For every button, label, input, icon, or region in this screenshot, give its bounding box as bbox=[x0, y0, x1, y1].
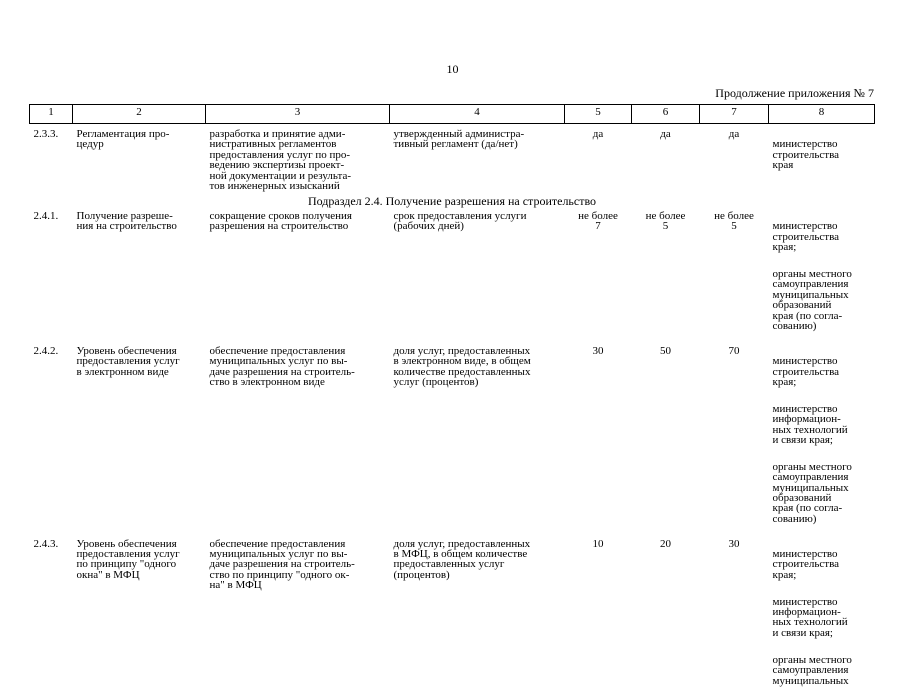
row-number: 2.4.1. bbox=[33, 209, 59, 222]
row-name: Уровень обеспечения предоставления услуг в электронном виде bbox=[76, 344, 180, 378]
table-row bbox=[30, 346, 875, 539]
row-measure: разработка и принятие адми- нистративных регламентов предоставления услуг по про- ведению экспертизы проект- ной документации и результа- тов инженерных изысканий bbox=[209, 128, 351, 193]
page-number: 10 bbox=[446, 62, 459, 76]
column-header: 6 bbox=[632, 105, 700, 124]
column-header: 8 bbox=[769, 105, 875, 124]
responsible-entry: министерство строительства края; bbox=[772, 220, 840, 254]
row-measure: сокращение сроков получения разрешения на строительство bbox=[209, 209, 352, 233]
table-row bbox=[30, 124, 875, 192]
responsible-entry: органы местного самоуправления муниципальных образований края (по согла- сованию) bbox=[772, 267, 852, 332]
row-name: Получение разреше- ния на строительство bbox=[76, 209, 177, 233]
responsible-entry: органы местного самоуправления муниципальных bbox=[772, 653, 852, 687]
responsible-entry: министерство информацион- ных технологий и связи края; bbox=[772, 595, 848, 639]
row-indicator: доля услуг, предоставленных в МФЦ, в общем количестве предоставленных услуг (процентов) bbox=[393, 537, 531, 581]
continuation-label: Продолжение приложения № 7 bbox=[715, 86, 874, 100]
responsible-entry: министерство строительства края; bbox=[772, 355, 840, 388]
column-header: 2 bbox=[73, 105, 206, 124]
row-measure: обеспечение предоставления муниципальных услуг по вы- даче разрешения на строитель- ство по принципу "одного ок- на" в МФЦ bbox=[209, 537, 355, 592]
row-value-2: да bbox=[660, 128, 671, 140]
responsible-entry: министерство информацион- ных технологий и связи края; bbox=[772, 402, 848, 446]
column-header: 4 bbox=[390, 105, 565, 124]
row-number: 2.4.2. bbox=[33, 344, 59, 357]
row-responsible bbox=[769, 539, 875, 696]
row-number: 2.4.3. bbox=[33, 537, 59, 550]
row-value-2: не более 5 bbox=[645, 209, 686, 233]
column-header: 7 bbox=[700, 105, 769, 124]
responsible-entry: министерство строительства края; bbox=[772, 548, 840, 581]
row-indicator: доля услуг, предоставленных в электронном виде, в общем количестве предоставленных услуг (процентов) bbox=[393, 344, 531, 388]
row-value-2: 50 bbox=[660, 344, 671, 357]
row-responsible bbox=[769, 346, 875, 539]
row-value-1: не более 7 bbox=[578, 209, 618, 233]
column-header: 3 bbox=[206, 105, 390, 124]
row-responsible bbox=[769, 211, 875, 346]
row-indicator: срок предоставления услуги (рабочих дней) bbox=[393, 209, 527, 233]
responsible-entry: органы местного самоуправления муниципальных образований края (по согла- сованию) bbox=[772, 460, 852, 525]
responsible-entry: министерство строительства края bbox=[772, 138, 840, 172]
table-row bbox=[30, 211, 875, 346]
subsection-row bbox=[30, 191, 875, 210]
row-value-3: 70 bbox=[728, 344, 740, 357]
row-responsible bbox=[769, 124, 875, 192]
table-row bbox=[30, 539, 875, 696]
table-header-row bbox=[30, 105, 875, 124]
row-measure: обеспечение предоставления муниципальных услуг по вы- даче разрешения на строитель- ство в электронном виде bbox=[209, 344, 355, 388]
column-header: 1 bbox=[30, 105, 73, 124]
subsection-title: Подраздел 2.4. Получение разрешения на строительство bbox=[307, 194, 597, 209]
column-header: 5 bbox=[565, 105, 632, 124]
row-value-1: да bbox=[592, 128, 604, 140]
row-value-3: не более 5 bbox=[714, 209, 754, 233]
row-value-1: 30 bbox=[592, 344, 604, 357]
row-value-3: 30 bbox=[728, 537, 740, 550]
row-indicator: утвержденный администра- тивный регламент (да/нет) bbox=[393, 128, 525, 151]
row-value-1: 10 bbox=[592, 537, 604, 550]
row-name: Регламентация про- цедур bbox=[76, 128, 170, 151]
row-number: 2.3.3. bbox=[33, 128, 59, 140]
row-name: Уровень обеспечения предоставления услуг по принципу "одного окна" в МФЦ bbox=[76, 537, 180, 581]
indicators-table bbox=[29, 104, 875, 696]
row-value-2: 20 bbox=[660, 537, 671, 550]
row-value-3: да bbox=[728, 128, 740, 140]
